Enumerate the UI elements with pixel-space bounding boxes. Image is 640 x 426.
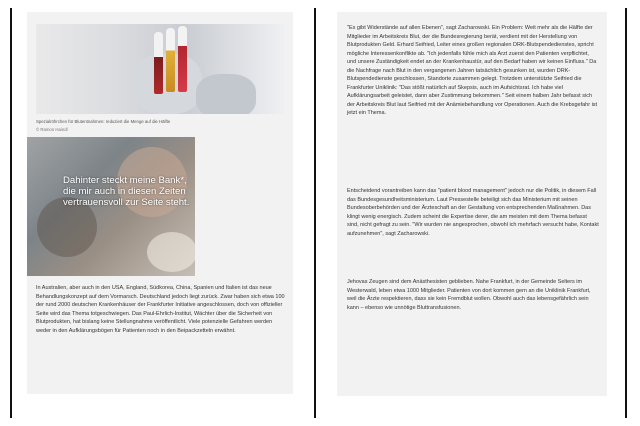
ad-light-shape xyxy=(147,232,195,272)
photo-caption: Spezialröhrchen für Blutentnahmen: reduziert die Menge auf die Hälfte xyxy=(36,119,171,124)
bank-advertisement[interactable] xyxy=(27,137,195,276)
right-border-line xyxy=(625,8,627,418)
article-paragraph: Entscheidend vorantreiben kann das "patient blood management" jedoch nur die Politik, in diesem Fall das Bundesgesundheitsministerium. Laut Pressestelle beteiligt sich das Ministerium mit seinen Bundesoberbehörden und der Ärzteschaft an der Gestaltung von entsprechenden Maßnahmen. Das klingt wenig energisch. Zudem scheint die Expertise derer, die am meisten mit dem Thema befasst sind, nicht gefragt zu sein. "Wir wurden nie angesprochen, obwohl ich mehrfach versucht habe, Kontakt aufzunehmen", sagt Zacharowski. xyxy=(347,188,599,237)
left-page xyxy=(27,12,293,394)
photo-credit: © Ramon Haindl xyxy=(36,127,68,132)
article-paragraph: Jehovas Zeugen sind dem Anästhesisten geblieben. Nahe Frankfurt, in der Gemeinde Selters im Westerwald, leben etwa 1000 Mitglieder. Patienten von dort kommen gern an die Uniklinik Frankfurt, weil die Ärzte respektieren, dass sie kein Fremdblut wollen. Obwohl auch das lebensgefährlich sein kann – ebenso wie unnötige Bluttransfusionen. xyxy=(347,279,591,311)
glove-shape xyxy=(196,74,256,114)
tube-shape xyxy=(154,32,163,94)
left-border-line xyxy=(10,8,12,418)
right-page xyxy=(337,12,607,396)
tube-shape xyxy=(166,28,175,92)
tube-shape xyxy=(178,26,187,92)
ad-slogan: Dahinter steckt meine Bank*, die mir auch in diesen Zeiten vertrauensvoll zur Seite steht. xyxy=(63,175,190,209)
blood-tubes-photo xyxy=(36,24,284,114)
article-paragraph: In Australien, aber auch in den USA, England, Südkorea, China, Spanien und Italien ist das neue Behandlungskonzept auf dem Vormarsch. Deutschland jedoch liegt zurück. Zwar haben sich etwa 100 der rund 2000 deutschen Krankenhäuser der Frankfurter Initiative angeschlossen, doch von offizieller Seite wird das Thema totgeschwiegen. Das Paul-Ehrlich-Institut, Wächter über die Sicherheit von Blutprodukten, hat bislang keine Stellungnahme veröffentlicht. Viele potenzielle Gefahren werden weder in den Aufklärungsbögen für Patienten noch in den Beipackzetteln erwähnt. xyxy=(36,285,285,334)
article-paragraph: "Es gibt Widerstände auf allen Ebenen", sagt Zacharowski. Ein Problem: Weit mehr als die Hälfte der Mitglieder im Arbeitskreis Blut, der die Bundesregierung berät, verdient mit der Herstellung von Blutprodukten Geld. Erhard Seifried, Leiter eines großen regionalen DRK-Blutspendedienstes, spricht mögliche Interessenkonflikte ab. "Ich jedenfalls fühle mich als Arzt zuerst den Patienten verpflichtet, und unsere Zuständigkeit endet an der Krankenhaustür, auf den Bedarf haben wir keinen Einfluss." Da die Nachfrage nach Blut in den vergangenen Jahren tatsächlich gesunken ist, wurden DRK-Blutspendedienste geschlossen, Standorte zusammen gelegt. Trotzdem unterstützte Seifried die Frankfurter Uniklinik: "Das stößt natürlich auf Skepsis, auch im Aufsichtsrat. Ich habe viel Aufklärungsarbeit geleistet, dann aber Zustimmung bekommen." Seit einem halben Jahr befasst sich der Arbeitskreis Blut laut Seifried mit der Anämiebehandlung vor Operationen. Auch die Krebsgefahr ist jetzt ein Thema. xyxy=(347,25,598,117)
center-divider-line xyxy=(314,8,316,418)
